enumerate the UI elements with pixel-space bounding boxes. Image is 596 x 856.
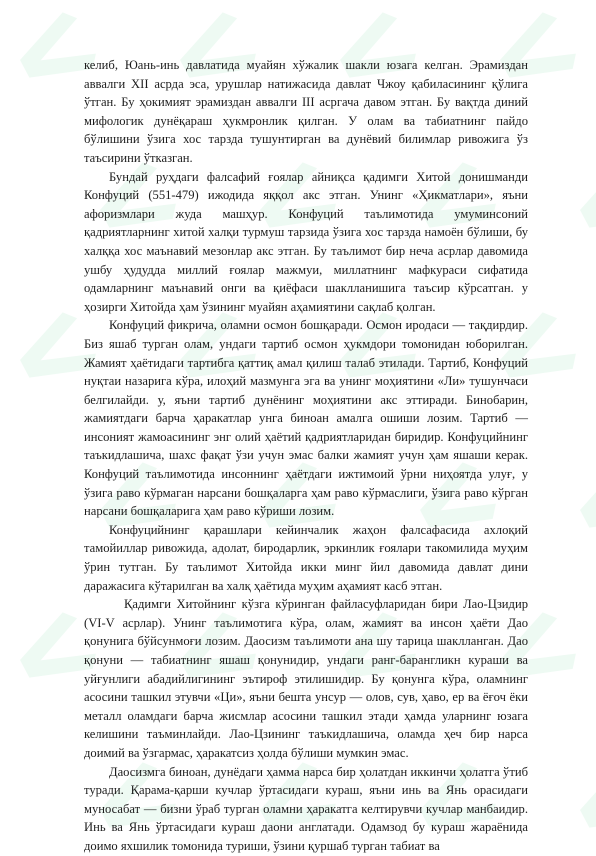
paragraph-continuation: келиб, Юань-инь давлатида муайян хўжалик шакли юзага келган. Эрамиздан аввалги XII асрда эса, урушлар натижасида давлат Чжоу қабиласининг қўлига ўтган. Бу ҳокимият эрамиздан аввалги III асргача давом этган. Бу вақтда диний мифологик дунёқараш ҳукмронлик қилган. У олам ва табиатнинг пайдо бўлишини ўзига хос тарзда тушунтирган ва дунёвий билимлар ривожига ўз таъсирини ўтказган. (84, 58, 528, 165)
paragraph-confucius-intro: Бундай руҳдаги фалсафий ғоялар айниқса қадимги Хитой донишманди Конфуций (551-479) ижодида яққол акс этган. Унинг «Ҳикматлари», яъни афоризмлари жуда машҳур. Конфуций таълимотида умуминсоний қадриятларнинг хитой халқи турмуш тарзида ўзига хос тарзда намоён бўлиши, бу халққа хос маънавий мезонлар акс этган. Бу таълимот бир неча асрлар давомида ушбу ҳудудда миллий ғоялар мажмуи, миллатнинг мафкураси сифатида одамларнинг маънавий онги ва қиёфаси шаклланишига таъсир кўрсатган. у ҳозирги Хитойда ҳам ўзининг муайян аҳамиятини сақлаб қолган. (84, 169, 528, 314)
watermark-mark (570, 758, 596, 842)
paragraph-lao-tzu: Қадимги Хитойнинг кўзга кўринган файласуфларидан бири Лао-Цзидир (VI-V асрлар). Унинг таълимотига кўра, олам, жамият ва инсон ҳаёти Дао қонунига бўйсунмоғи лозим. Даосизм таълимоти ана шу тарица шаклланган. Дао қонуни — табиатнинг яшаш қонунидир, ундаги ранг-барангликн кураши ва уйғунлиги абадийлигининг эътироф этилишидир. Бу қонунга кўра, оламнинг асосини ташкил этувчи «Ци», яъни бешта унсур — олов, сув, ҳаво, ер ва ёғоч ёки металл оламдаги барча жисмлар асосини ташкил этади ҳамда уларнинг юзага келишини таъминлайди. Лао-Цзининг таъкидлашича, оламда ҳеч бир нарса доимий ва ўзгармас, ҳаракатсиз ҳолда бўлиши мумкин эмас. (84, 597, 528, 760)
watermark-mark (570, 158, 596, 247)
watermark-mark (570, 458, 596, 547)
paragraph-daoism: Даосизмга биноан, дунёдаги ҳамма нарса бир ҳолатдан иккинчи ҳолатга ўтиб туради. Қарама-қарши кучлар ўртасидаги кураш, яъни инь ва Янь орасидаги муносабат — бизни ўраб турган оламни ҳаракатга келтирувчи кучлар манбаидир. Инь ва Янь ўртасидаги кураш даони англатади. Одамзод бу кураш жараёнида доимо яхшилик томонида туриши, ўзини қуршаб турган табиат ва (84, 764, 528, 853)
paragraph-confucius-order: Конфуций фикрича, оламни осмон бошқаради. Осмон иродаси — тақдирдир. Биз яшаб турган олам, ундаги тартиб осмон ҳукмдори томонидан юборилган. Жамият ҳаётидаги тартибга қаттиқ амал қилиш талаб этилади. Тартиб, Конфуций нуқтаи назарига кўра, илоҳий мазмунга эга ва унинг моҳиятини «Ли» тушунчаси белгилайди. у, яъни тартиб дунёнинг моҳиятини акс эттиради. Бинобарин, жамиятдаги барча ҳаракатлар унга биноан амалга ошиши лозим. Тартиб — инсоният жамоасининг энг олий ҳаётий қадриятларидан биридир. Конфуцийнинг таъкидлашича, шахс фақат ўзи учун эмас балки жамият учун ҳам яшаши керак. Конфуций таълимотида инсоннинг ҳаётдаги ижтимоий ўрни ниҳоятда улуғ, у ўзига раво кўрмаган нарсани бошқаларга ҳам раво кўрмаслиги, ўзига раво кўрган нарсани бошқаларига ҳам раво кўриши лозим. (84, 318, 528, 519)
paragraph-confucius-legacy: Конфуцийнинг қарашлари кейинчалик жаҳон фалсафасида ахлоқий тамойиллар ривожида, адолат, биродарлик, эркинлик ғоялари такомилида муҳим ўрин тутган. Бу таълимот Хитойда икки минг йил давомида давлат дини даражасига кўтарилган ва халқ ҳаётида муҳим аҳамият касб этган. (84, 522, 528, 593)
document-page (84, 56, 528, 856)
